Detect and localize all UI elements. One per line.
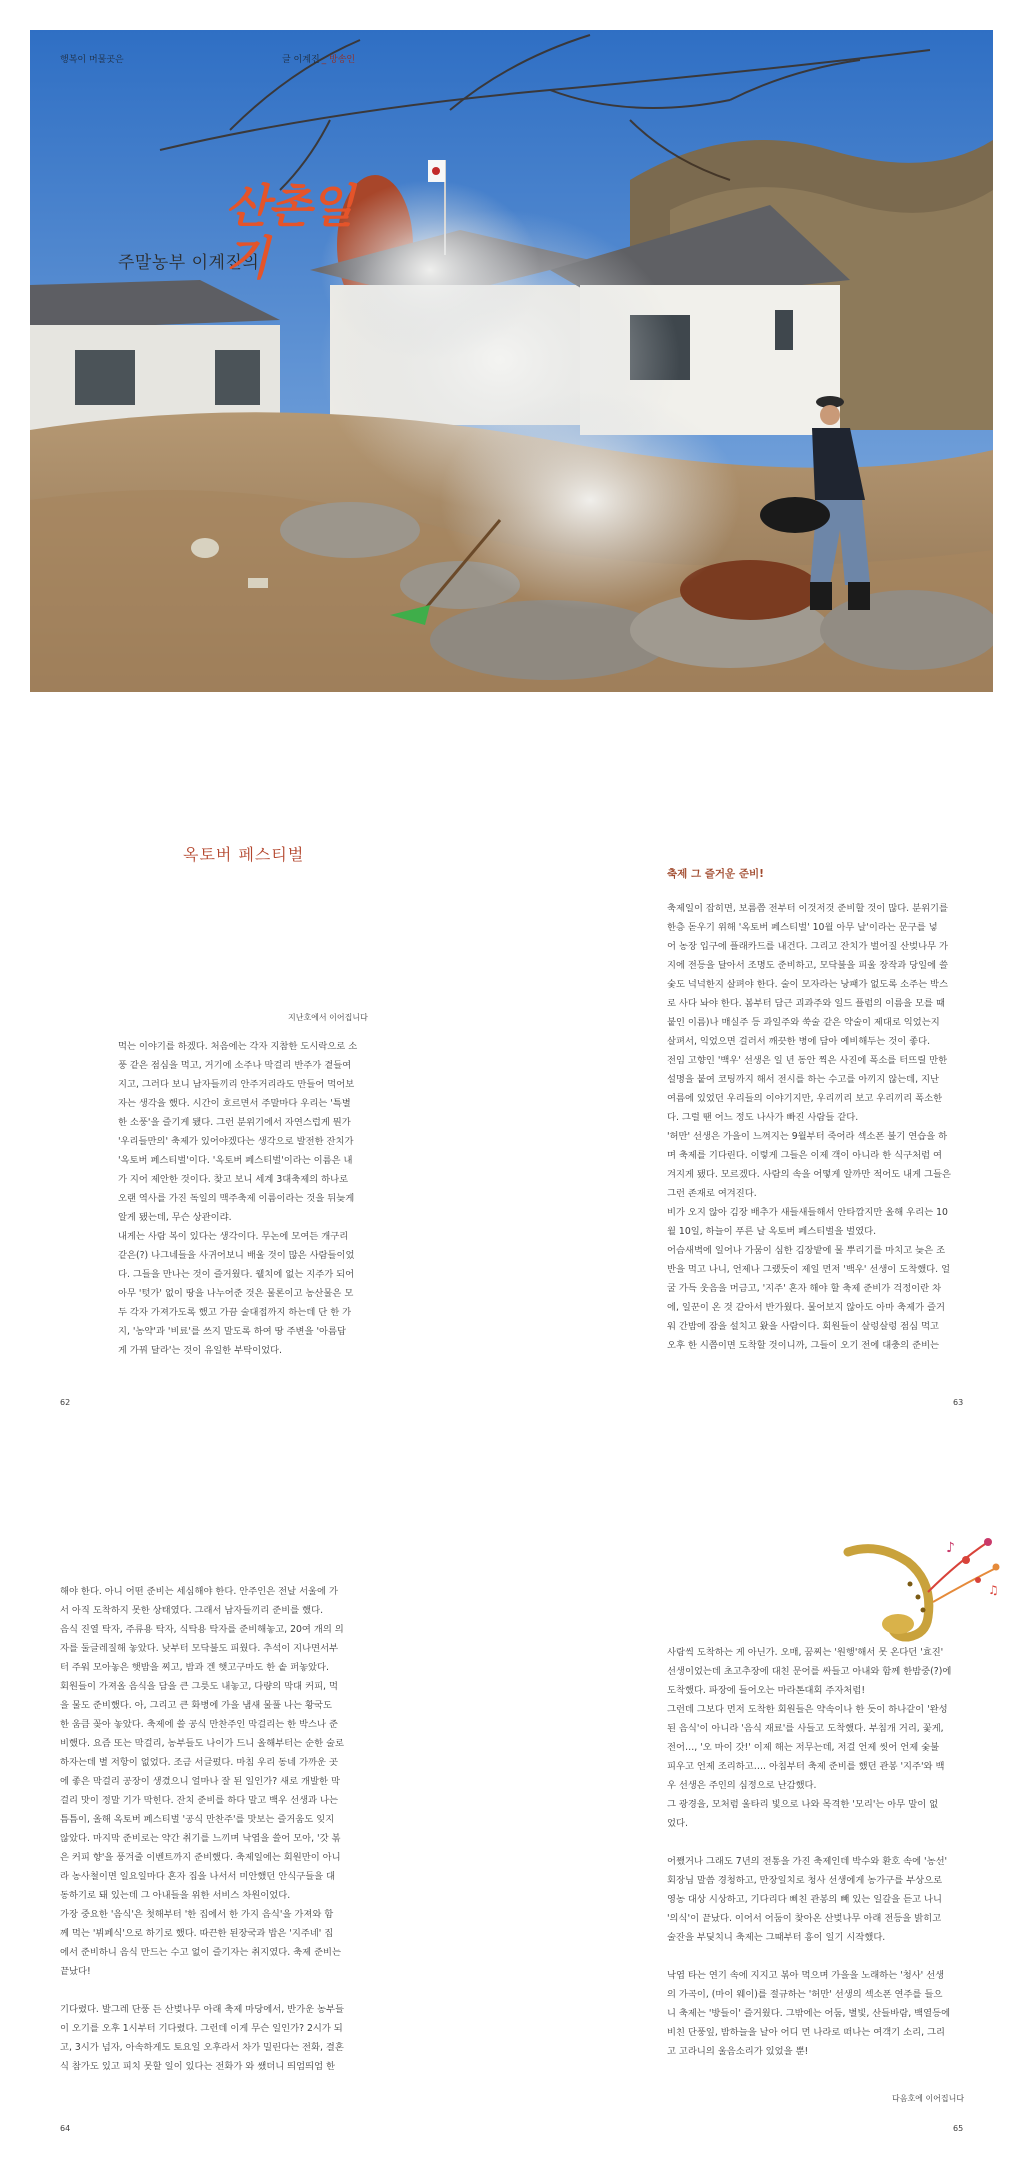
text-line: 라 농사철이면 일요일마다 혼자 집을 나서서 미안했던 안식구들을 대 <box>60 1871 336 1882</box>
text-line: 월 10일, 하늘이 푸른 날 옥토버 페스티벌을 벌였다. <box>667 1226 877 1237</box>
text-line: 오랜 역사를 가진 독일의 맥주축제 이름이라는 것을 뒤늦게 <box>118 1193 355 1204</box>
text-line: 하자는데 별 저항이 없었다. 조금 서글펐다. 마침 우리 동네 가까운 곳 <box>60 1757 338 1768</box>
section-title: 옥토버 페스티벌 <box>183 845 305 864</box>
article-pre-title: 주말농부 이계진의 <box>118 253 260 273</box>
text-line: 의 가곡이, (마이 웨이)를 절규하는 '허만' 선생의 섹소폰 연주를 들으 <box>667 1989 943 2000</box>
text-line: 지고, 그러다 보니 남자들끼리 안주거리라도 만들어 먹어보 <box>118 1079 355 1090</box>
text-line: 지에 전등을 달아서 조명도 준비하고, 모닥불을 피울 장작과 당일에 쓸 <box>667 960 949 971</box>
text-line: 었다. <box>667 1818 688 1829</box>
text-line <box>667 1947 951 1966</box>
text-line: 에 좋은 막걸리 공장이 생겼으니 얼마나 잘 된 일인가? 새로 개발한 막 <box>60 1776 340 1787</box>
text-line: 게 가꿔 달라'는 것이 유일한 부탁이었다. <box>118 1345 282 1356</box>
text-line: 먹는 이야기를 하겠다. 처음에는 각자 지참한 도시락으로 소 <box>118 1041 358 1052</box>
author-name: 글 이계진 <box>282 55 320 65</box>
text-line: 같은(?) 나그네들을 사귀어보니 배울 것이 많은 사람들이었 <box>118 1250 355 1261</box>
text-line: 기다렸다. 발그레 단풍 든 산벚나무 아래 축제 마당에서, 반가운 농부들 <box>60 2004 344 2015</box>
text-line: '우리들만의' 축제가 있어야겠다는 생각으로 발전한 잔치가 <box>118 1136 354 1147</box>
page-number: 62 <box>60 1398 71 1407</box>
section-name: 행복이 머물곳은 <box>60 55 124 65</box>
text-line: 자는 생각을 했다. 시간이 흐르면서 주말마다 우리는 '특별 <box>118 1098 351 1109</box>
text-line: 비친 단풍잎, 밤하늘을 날아 어디 먼 나라로 떠나는 여객기 소리, 그리 <box>667 2027 945 2038</box>
text-line: 터 주워 모아놓은 햇밤을 찌고, 밤과 겐 햇고구마도 한 솥 퍼놓았다. <box>60 1662 329 1673</box>
text-line: 굴 가득 웃음을 머금고, '지주' 혼자 해야 할 축제 준비가 걱정이란 차 <box>667 1283 942 1294</box>
text-line: 가장 중요한 '음식'은 첫해부터 '한 집에서 한 가지 음식'을 가져와 함 <box>60 1909 334 1920</box>
page-62-body <box>118 1037 357 1360</box>
text-line: 반을 먹고 나니, 언제나 그랬듯이 제일 먼저 '백우' 선생이 도착했다. 얼 <box>667 1264 951 1275</box>
text-line: 니 축제는 '방들이' 즐거웠다. 그밖에는 어둠, 별빛, 산들바람, 백열등에 <box>667 2008 951 2019</box>
byline <box>282 52 355 65</box>
page-number: 65 <box>953 2124 964 2133</box>
text-line: 자를 둘글레질해 놓았다. 낮부터 모닥불도 피웠다. 추석이 지나면서부 <box>60 1643 339 1654</box>
text-line: 축제일이 잡히면, 보름쯤 전부터 이것저것 준비할 것이 많다. 분위기를 <box>667 903 949 914</box>
text-line: 에서 준비하니 음식 만드는 수고 없이 즐기자는 취지였다. 축제 준비는 <box>60 1947 342 1958</box>
text-line: 숯도 넉넉한지 살펴야 한다. 술이 모자라는 낭패가 없도록 소주는 박스 <box>667 979 949 990</box>
article-title: 산촌일기 <box>225 179 353 285</box>
text-line: 비가 오지 않아 김장 배추가 새들새들해서 안타깝지만 올해 우리는 10 <box>667 1207 948 1218</box>
text-line: 워 간밤에 잠을 설치고 왔을 사람이다. 회원들이 살렁살렁 점심 먹고 <box>667 1321 940 1332</box>
text-line: 전임 고향인 '백우' 선생은 일 년 동안 찍은 사진에 폭소를 터뜨릴 만한 <box>667 1055 948 1066</box>
text-line: 겨지게 됐다. 모르겠다. 사람의 속을 어떻게 알까만 적어도 내게 그들은 <box>667 1169 951 1180</box>
text-line: 다. 그럴 땐 어느 정도 나사가 빠진 사람들 같다. <box>667 1112 859 1123</box>
text-line: 며 축제를 기다린다. 이렇게 그들은 이제 객이 아니라 한 식구처럼 여 <box>667 1150 942 1161</box>
text-line: 살펴서, 익었으면 걸러서 깨끗한 병에 담아 예비해두는 것이 좋다. <box>667 1036 931 1047</box>
saxophone-illustration <box>838 1522 1008 1647</box>
text-line: 회원들이 가져올 음식을 담을 큰 그릇도 내놓고, 다량의 막대 커피, 먹 <box>60 1681 338 1692</box>
text-line: 붙인 이름)나 매실주 등 과일주와 쑥술 같은 약술이 제대로 익었는지 <box>667 1017 940 1028</box>
text-line: 낙엽 타는 연기 속에 지지고 볶아 먹으며 가을을 노래하는 '청사' 선생 <box>667 1970 945 1981</box>
text-line: 한 소풍'을 즐기게 됐다. 그런 분위기에서 자연스럽게 뭔가 <box>118 1117 351 1128</box>
text-line: 로 사다 놔야 한다. 봄부터 담근 괴과주와 일드 플럼의 이름을 모를 때 <box>667 998 945 1009</box>
text-line: 어슴새벽에 일어나 가뭄이 심한 김장밭에 물 뿌리기를 마치고 늦은 조 <box>667 1245 946 1256</box>
text-line: 오후 한 시쯤이면 도착할 것이니까, 그들이 오기 전에 대충의 준비는 <box>667 1340 940 1351</box>
text-line: 식 참가도 있고 피치 못할 일이 있다는 전화가 와 쌨더니 띄엄띄엄 한 <box>60 2061 335 2072</box>
continued-next-note: 다음호에 이어집니다 <box>892 2094 965 2103</box>
page-number: 63 <box>953 1398 964 1407</box>
text-line: 고 고라니의 울음소리가 있었을 뿐! <box>667 2046 809 2057</box>
text-line: 을 물도 준비했다. 아, 그리고 큰 화병에 가을 냄새 물풀 나는 황국도 <box>60 1700 332 1711</box>
text-line: 끝났다! <box>60 1966 91 1977</box>
text-line: 우 선생은 주인의 심정으로 난감했다. <box>667 1780 817 1791</box>
text-line: 걸리 맛이 정말 기가 막힌다. 잔치 준비를 하다 말고 백우 선생과 나는 <box>60 1795 338 1806</box>
text-line: 서 아직 도착하지 못한 상태였다. 그래서 남자들끼리 준비를 했다. <box>60 1605 324 1616</box>
text-line: 틈틈이, 올해 옥토버 페스티벌 '공식 만찬주'를 맛보는 즐거움도 잊지 <box>60 1814 335 1825</box>
hero-photo <box>30 30 993 692</box>
text-line: 가 지어 제안한 것이다. 찾고 보니 세계 3대축제의 하나로 <box>118 1174 349 1185</box>
author-role: _ 방송인 <box>321 55 356 65</box>
text-line: 알게 됐는데, 무슨 상관이랴. <box>118 1212 232 1223</box>
text-line <box>60 1981 344 2000</box>
text-line: 어쨌거나 그래도 7년의 전통을 가진 축제인데 박수와 환호 속에 '농선' <box>667 1856 948 1867</box>
text-line: 비했다. 요즘 또는 막걸리, 농부들도 나이가 드니 올해부터는 순한 술로 <box>60 1738 344 1749</box>
text-line: 설명을 붙여 코팅까지 해서 전시를 하는 수고를 아끼지 않는데, 지난 <box>667 1074 940 1085</box>
text-line: 동하기로 돼 있는데 그 아내들을 위한 서비스 차원이었다. <box>60 1890 291 1901</box>
text-line: 한 움큼 꽂아 놓았다. 축제에 쓸 공식 만찬주인 막걸리는 한 박스나 준 <box>60 1719 338 1730</box>
page-64-body <box>60 1582 344 2076</box>
page-number: 64 <box>60 2124 71 2133</box>
text-line: 된 음식'이 아니라 '음식 재료'를 사들고 도착했다. 부침개 거리, 꽃게, <box>667 1723 944 1734</box>
text-line: 선생이었는데 초고추장에 대친 문어를 싸들고 아내와 함께 한밤중(?)에 <box>667 1666 952 1677</box>
text-line: 그런 존재로 여겨진다. <box>667 1188 757 1199</box>
text-line: 지, '농약'과 '비료'를 쓰지 말도록 하여 땅 주변을 '아름답 <box>118 1326 346 1337</box>
text-line: '옥토버 페스티벌'이다. '옥토버 페스티벌'이라는 이름은 내 <box>118 1155 353 1166</box>
text-line: 술잔을 부딪치니 축제는 그때부터 흥이 일기 시작했다. <box>667 1932 886 1943</box>
text-line: 그 광경을, 모처럼 울타리 빛으로 나와 목격한 '모리'는 아무 말이 없 <box>667 1799 939 1810</box>
text-line: 한층 돋우기 위해 '옥토버 페스티벌' 10월 아무 날'이라는 문구를 넣 <box>667 922 938 933</box>
text-line: 이 오기를 오후 1시부터 기다렸다. 그런데 이게 무슨 일인가? 2시가 되 <box>60 2023 343 2034</box>
page-63-body <box>667 899 951 1355</box>
text-line: 어 농장 입구에 플래카드를 내건다. 그리고 잔치가 벌어질 산벚나무 가 <box>667 941 949 952</box>
text-line: 음식 진열 탁자, 주류용 탁자, 식탁용 탁자를 준비해놓고, 20여 개의 의 <box>60 1624 344 1635</box>
text-line: 두 각자 가져가도록 했고 가끔 술대접까지 하는데 단 한 가 <box>118 1307 352 1318</box>
svg-text:♫: ♫ <box>988 1583 999 1597</box>
text-line: 그런데 그보다 먼저 도착한 회원들은 약속이나 한 듯이 하나같이 '완성 <box>667 1704 948 1715</box>
text-line: 아무 '텃가' 없이 땅을 나누어준 것은 물론이고 농산물은 모 <box>118 1288 354 1299</box>
text-line: 피우고 언제 조리하고…. 아침부터 축제 준비를 했던 관봉 '지주'와 백 <box>667 1761 945 1772</box>
text-line: 고, 3시가 넘자, 아속하게도 토요일 오후라서 차가 밀린다는 전화, 결혼 <box>60 2042 344 2053</box>
text-line: 전어…, '오 마이 갓!' 이제 해는 저무는데, 저걸 언제 씻어 언제 숯불 <box>667 1742 940 1753</box>
text-line: 께 먹는 '뷔페식'으로 하기로 했다. 따끈한 된장국과 밥은 '지주네' 집 <box>60 1928 334 1939</box>
text-line: 영농 대상 시상하고, 기다리다 삐친 관봉의 빼 있는 일갈을 듣고 나니 <box>667 1894 942 1905</box>
text-line: 사람씩 도착하는 게 아닌가. 오매, 꿈찌는 '원행'해서 못 온다던 '효진' <box>667 1647 944 1658</box>
text-line: '허만' 선생은 가을이 느껴지는 9월부터 죽어라 섹소폰 불기 연습을 하 <box>667 1131 948 1142</box>
text-line: 회장님 말씀 경청하고, 만장일치로 청사 선생에게 농가구를 부상으로 <box>667 1875 943 1886</box>
text-line: 다. 그들을 만나는 것이 즐거웠다. 웰치에 없는 지주가 되어 <box>118 1269 355 1280</box>
text-line: 여름에 있었던 우리들의 이야기지만, 우리끼리 보고 우리끼리 폭소한 <box>667 1093 943 1104</box>
farmyard-illustration <box>30 30 993 692</box>
text-line: 은 커피 향'을 풍겨줄 이벤트까지 준비했다. 축제일에는 회원만이 아니 <box>60 1852 341 1863</box>
section-subhead: 축제 그 즐거운 준비! <box>667 868 764 880</box>
text-line: 해야 한다. 아니 어떤 준비는 세심해야 한다. 안주인은 전날 서울에 가 <box>60 1586 338 1597</box>
continued-from-note: 지난호에서 이어집니다 <box>288 1013 368 1022</box>
svg-text:♪: ♪ <box>946 1540 955 1556</box>
text-line <box>667 1833 951 1852</box>
text-line: '의식'이 끝났다. 이어서 어둠이 찾아온 산벚나무 아래 전등을 밝히고 <box>667 1913 942 1924</box>
text-line: 내게는 사람 복이 있다는 생각이다. 무논에 모여든 개구리 <box>118 1231 349 1242</box>
text-line: 풍 같은 점심을 먹고, 거기에 소주나 막걸리 반주가 곁들여 <box>118 1060 352 1071</box>
text-line: 에, 일꾼이 온 것 같아서 반가웠다. 물어보지 않아도 아마 축제가 즐거 <box>667 1302 945 1313</box>
text-line: 않았다. 마지막 준비로는 약간 취기를 느끼며 낙엽을 쓸어 모아, '갓 볶 <box>60 1833 341 1844</box>
page-65-body <box>667 1643 951 2061</box>
text-line: 도착했다. 파장에 들어오는 마라톤대회 주자처럼! <box>667 1685 866 1696</box>
